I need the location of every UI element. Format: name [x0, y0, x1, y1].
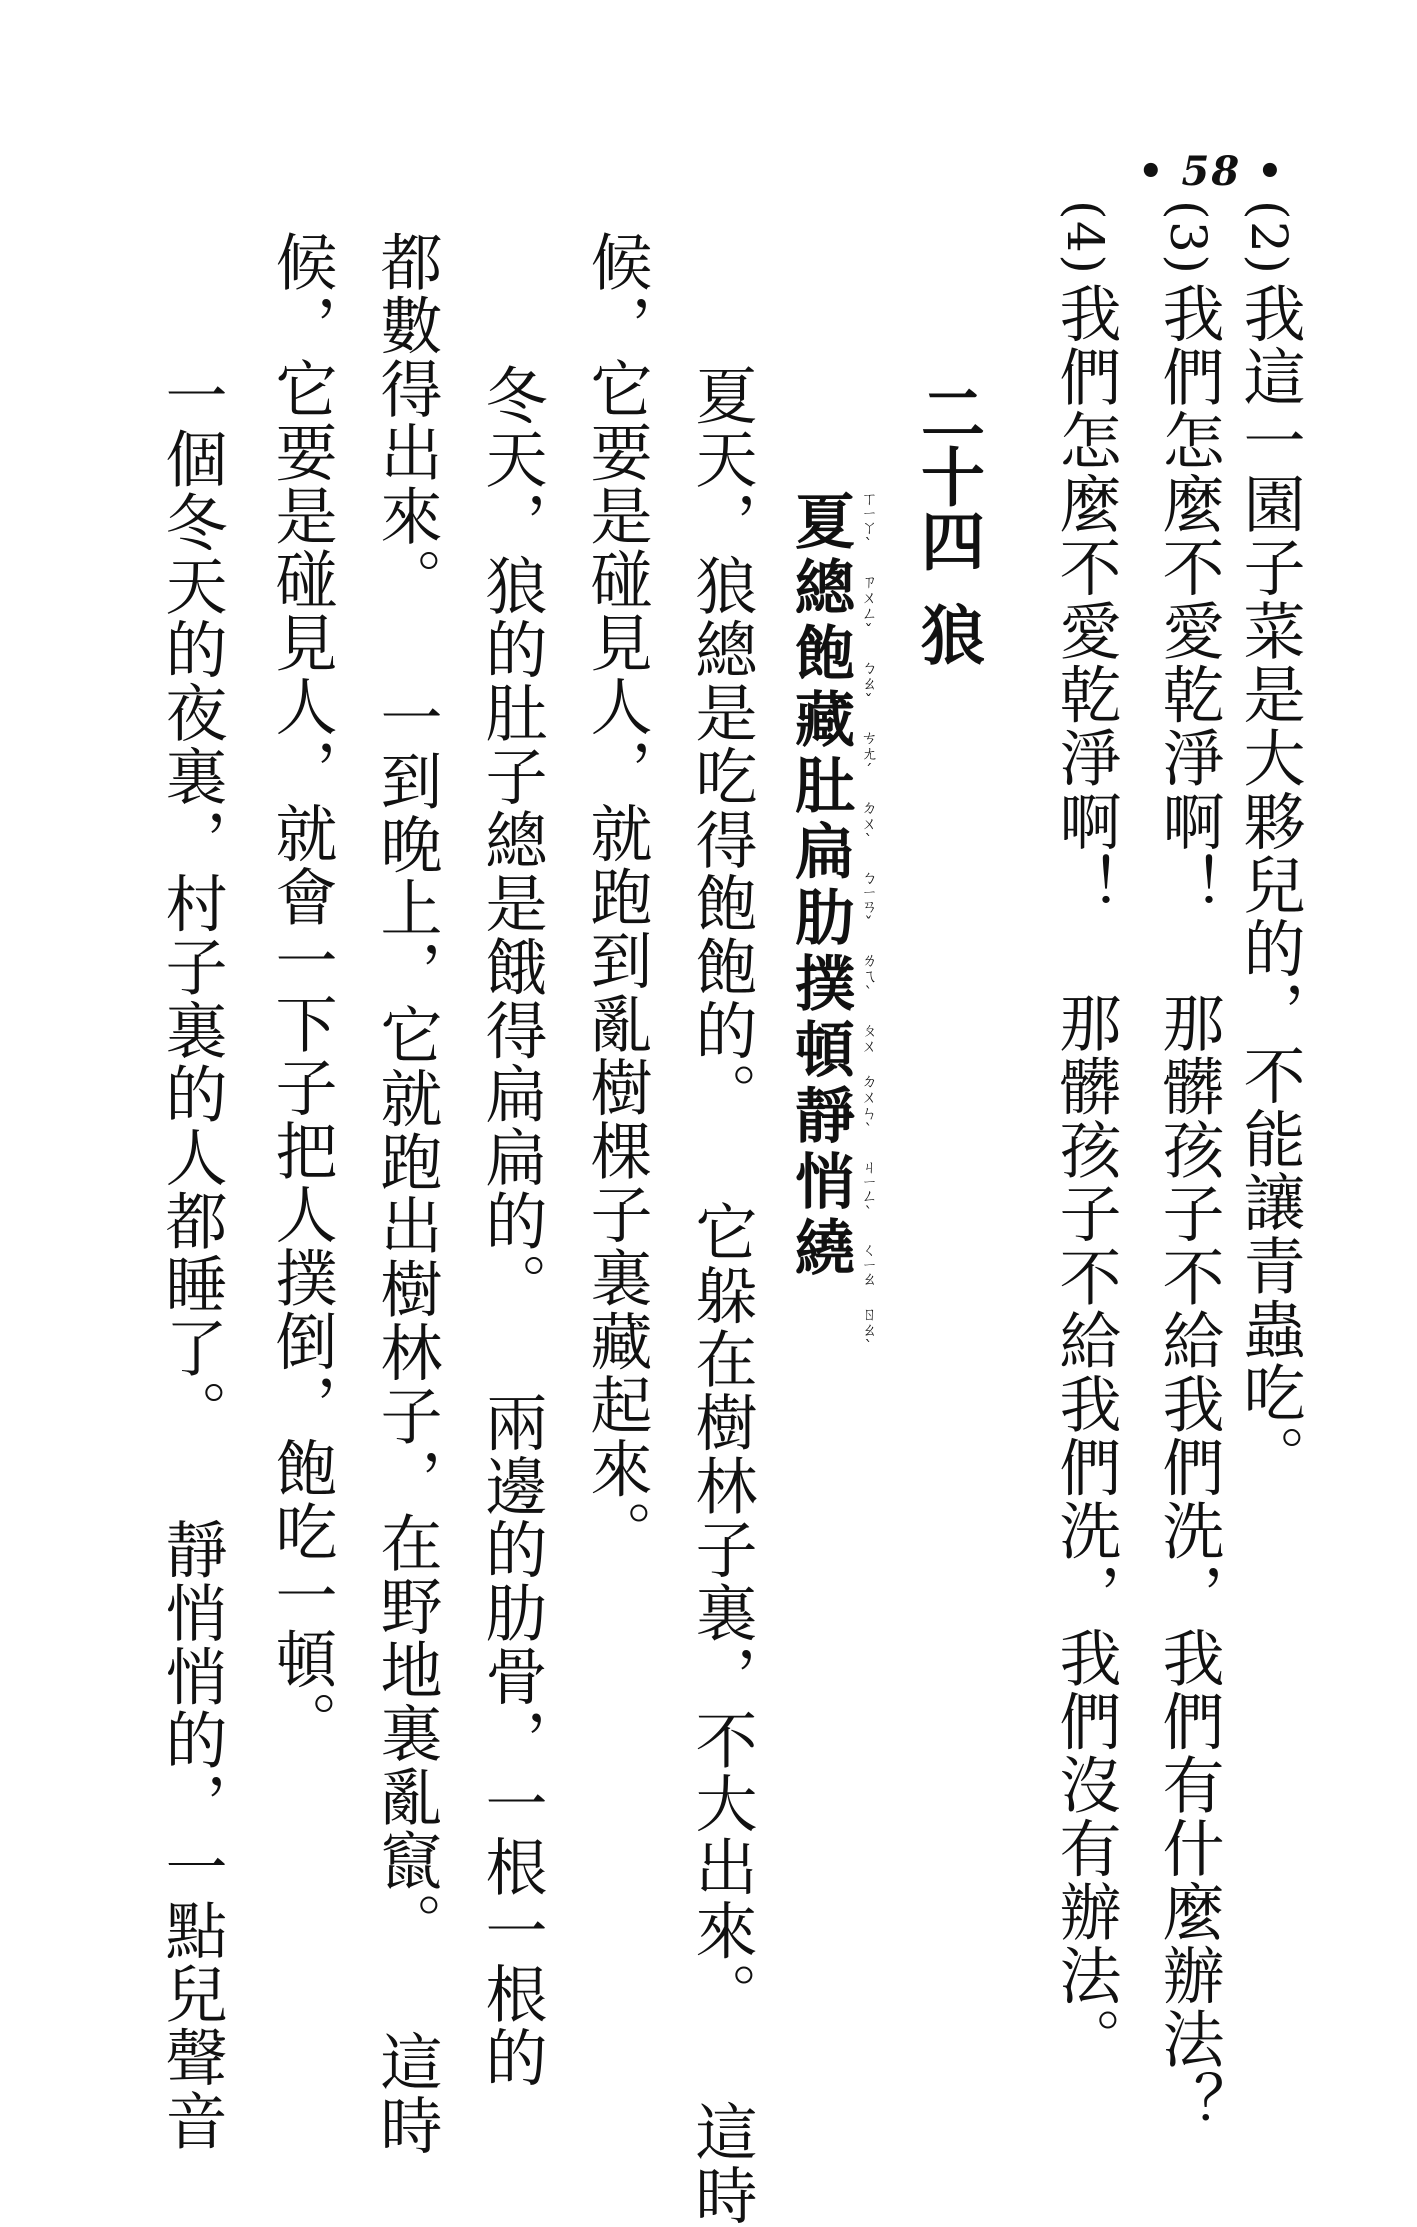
page-number: • 58 • — [1138, 148, 1285, 195]
lesson-heading — [910, 380, 984, 666]
question-marker: (2) — [1240, 200, 1298, 276]
question-text: 我這一園子菜是大夥兒的，不能讓青蟲吃。 — [1233, 281, 1306, 1488]
vocabulary-list: 夏總飽藏肚扁肋撲頓靜悄繞 — [785, 490, 855, 1282]
body-line: 候，它要是碰見人，就跑到亂樹棵子裏藏起來。 — [580, 230, 653, 1564]
lesson-number: 二十四 — [910, 380, 984, 572]
question-marker: (4) — [1056, 200, 1114, 276]
body-line: 冬天，狼的肚子總是餓得扁扁的。 兩邊的肋骨，一根一根的 — [475, 300, 548, 2089]
body-line: 一個冬天的夜裏，村子裏的人都睡了。 靜悄悄的，一點兒聲音 — [155, 300, 228, 2153]
question-4 — [1049, 200, 1122, 2071]
lesson-title: 狼 — [910, 602, 984, 666]
question-2 — [1233, 200, 1306, 1488]
question-text: 我們怎麼不愛乾淨啊！ 那髒孩子不給我們洗，我們有什麼辦法？ — [1152, 281, 1225, 2134]
phonetic-annotation: ㄒㄧㄚˋ ㄗㄨㄥˇ ㄅㄠˇ ㄘㄤˊ ㄉㄨˋ ㄅㄧㄢˇ ㄌㄟˋ ㄆㄨ ㄉㄨㄣˋ ㄐㄧㄥˋ ㄑㄧㄠ ㄖㄠˋ — [859, 490, 878, 1357]
question-marker: (3) — [1159, 200, 1217, 276]
body-line: 夏天，狼總是吃得飽飽的。 它躲在樹林子裏，不大出來。 這時 — [685, 300, 758, 2227]
body-line: 都數得出來。 一到晚上，它就跑出樹林子，在野地裏亂竄。 這時 — [370, 230, 443, 2157]
question-text: 我們怎麼不愛乾淨啊！ 那髒孩子不給我們洗，我們沒有辦法。 — [1049, 281, 1122, 2071]
body-line: 候，它要是碰見人，就會一下子把人撲倒，飽吃一頓。 — [265, 230, 338, 1754]
question-3 — [1152, 200, 1225, 2134]
